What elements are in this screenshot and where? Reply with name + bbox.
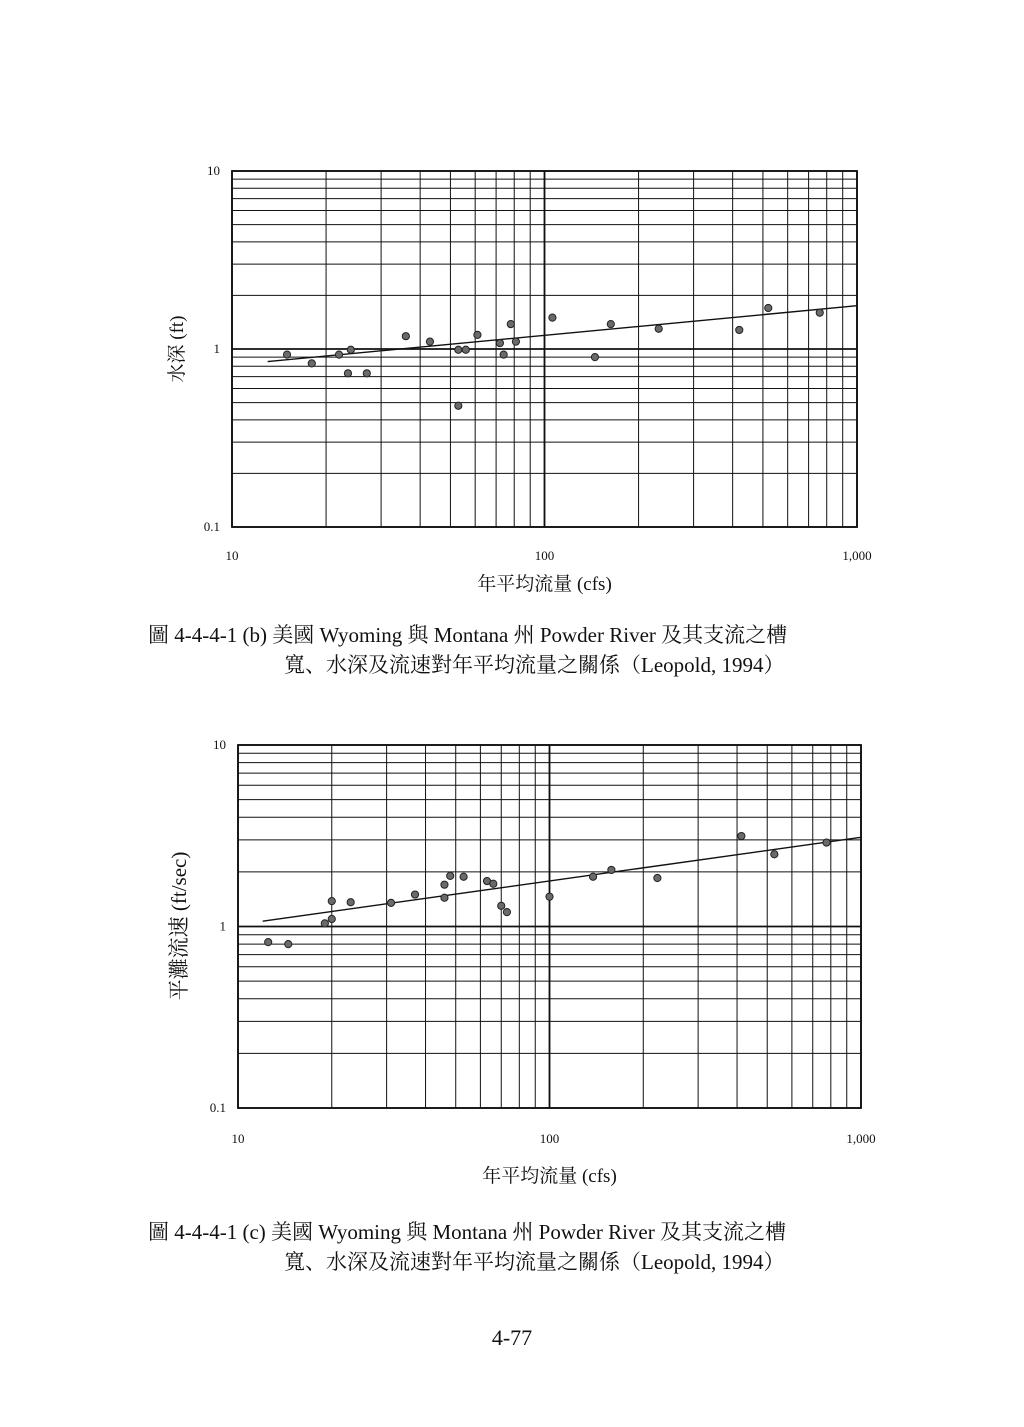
data-point [608, 866, 615, 873]
y-tick-label: 10 [213, 737, 226, 752]
data-point [591, 354, 598, 361]
points-c [265, 832, 831, 947]
caption-b-line1: 圖 4-4-4-1 (b) 美國 Wyoming 與 Montana 州 Powder River 及其支流之槽 [148, 623, 788, 647]
y-tick-label: 1 [213, 341, 220, 356]
data-point [765, 304, 772, 311]
caption-c-line2: 寬、水深及流速對年平均流量之關係（Leopold, 1994） [284, 1250, 785, 1274]
data-point [363, 370, 370, 377]
page-number: 4-77 [491, 1325, 533, 1350]
data-point [816, 309, 823, 316]
data-point [607, 321, 614, 328]
x-tick-label: 100 [539, 1131, 560, 1146]
data-point [498, 902, 505, 909]
x-axis-label: 年平均流量 (cfs) [477, 574, 612, 595]
data-point [736, 326, 743, 333]
data-point [507, 321, 514, 328]
data-point [490, 880, 497, 887]
data-point [460, 873, 467, 880]
data-point [823, 839, 830, 846]
data-point [402, 333, 409, 340]
data-point [344, 370, 351, 377]
x-tick-label: 10 [225, 548, 239, 563]
y-tick-label: 0.1 [203, 519, 220, 534]
data-point [512, 338, 519, 345]
grid-c [238, 745, 861, 1108]
data-point [654, 874, 661, 881]
caption-b [148, 620, 908, 680]
data-point [771, 851, 778, 858]
data-point [335, 351, 342, 358]
chart-c-velocity [0, 718, 1024, 1198]
data-point [347, 899, 354, 906]
data-point [308, 360, 315, 367]
data-point [328, 898, 335, 905]
data-point [455, 346, 462, 353]
y-tick-label: 10 [207, 163, 220, 178]
data-point [500, 351, 507, 358]
caption-b-line2: 寬、水深及流速對年平均流量之關係（Leopold, 1994） [284, 653, 785, 677]
x-tick-label: 10 [231, 1131, 245, 1146]
data-point [474, 331, 481, 338]
data-point [265, 939, 272, 946]
y-tick-label: 0.1 [209, 1100, 226, 1115]
data-point [496, 339, 503, 346]
data-point [285, 940, 292, 947]
data-point [441, 894, 448, 901]
caption-c [148, 1217, 908, 1277]
data-point [546, 893, 553, 900]
data-point [328, 915, 335, 922]
data-point [655, 325, 662, 332]
x-tick-label: 100 [534, 548, 555, 563]
data-point [347, 346, 354, 353]
y-tick-label: 1 [219, 918, 226, 934]
data-point [411, 891, 418, 898]
chart-b-water-depth [0, 140, 1024, 610]
x-axis-label: 年平均流量 (cfs) [482, 1166, 617, 1187]
grid-b [232, 171, 857, 527]
data-point [387, 899, 394, 906]
caption-c-line1: 圖 4-4-4-1 (c) 美國 Wyoming 與 Montana 州 Powder River 及其支流之槽 [148, 1220, 786, 1244]
data-point [447, 872, 454, 879]
x-tick-label: 1,000 [842, 548, 872, 563]
data-point [283, 351, 290, 358]
data-point [503, 909, 510, 916]
data-point [455, 402, 462, 409]
data-point [738, 832, 745, 839]
data-point [549, 314, 556, 321]
x-tick-label: 1,000 [846, 1131, 876, 1146]
data-point [462, 346, 469, 353]
data-point [321, 920, 328, 927]
data-point [426, 338, 433, 345]
y-axis-label: 水深 (ft) [167, 315, 188, 383]
trend-line-c [263, 837, 861, 921]
trend-line-b [268, 306, 857, 362]
data-point [441, 881, 448, 888]
data-point [589, 873, 596, 880]
y-axis-label: 平灘流速 (ft/sec) [167, 851, 191, 1001]
